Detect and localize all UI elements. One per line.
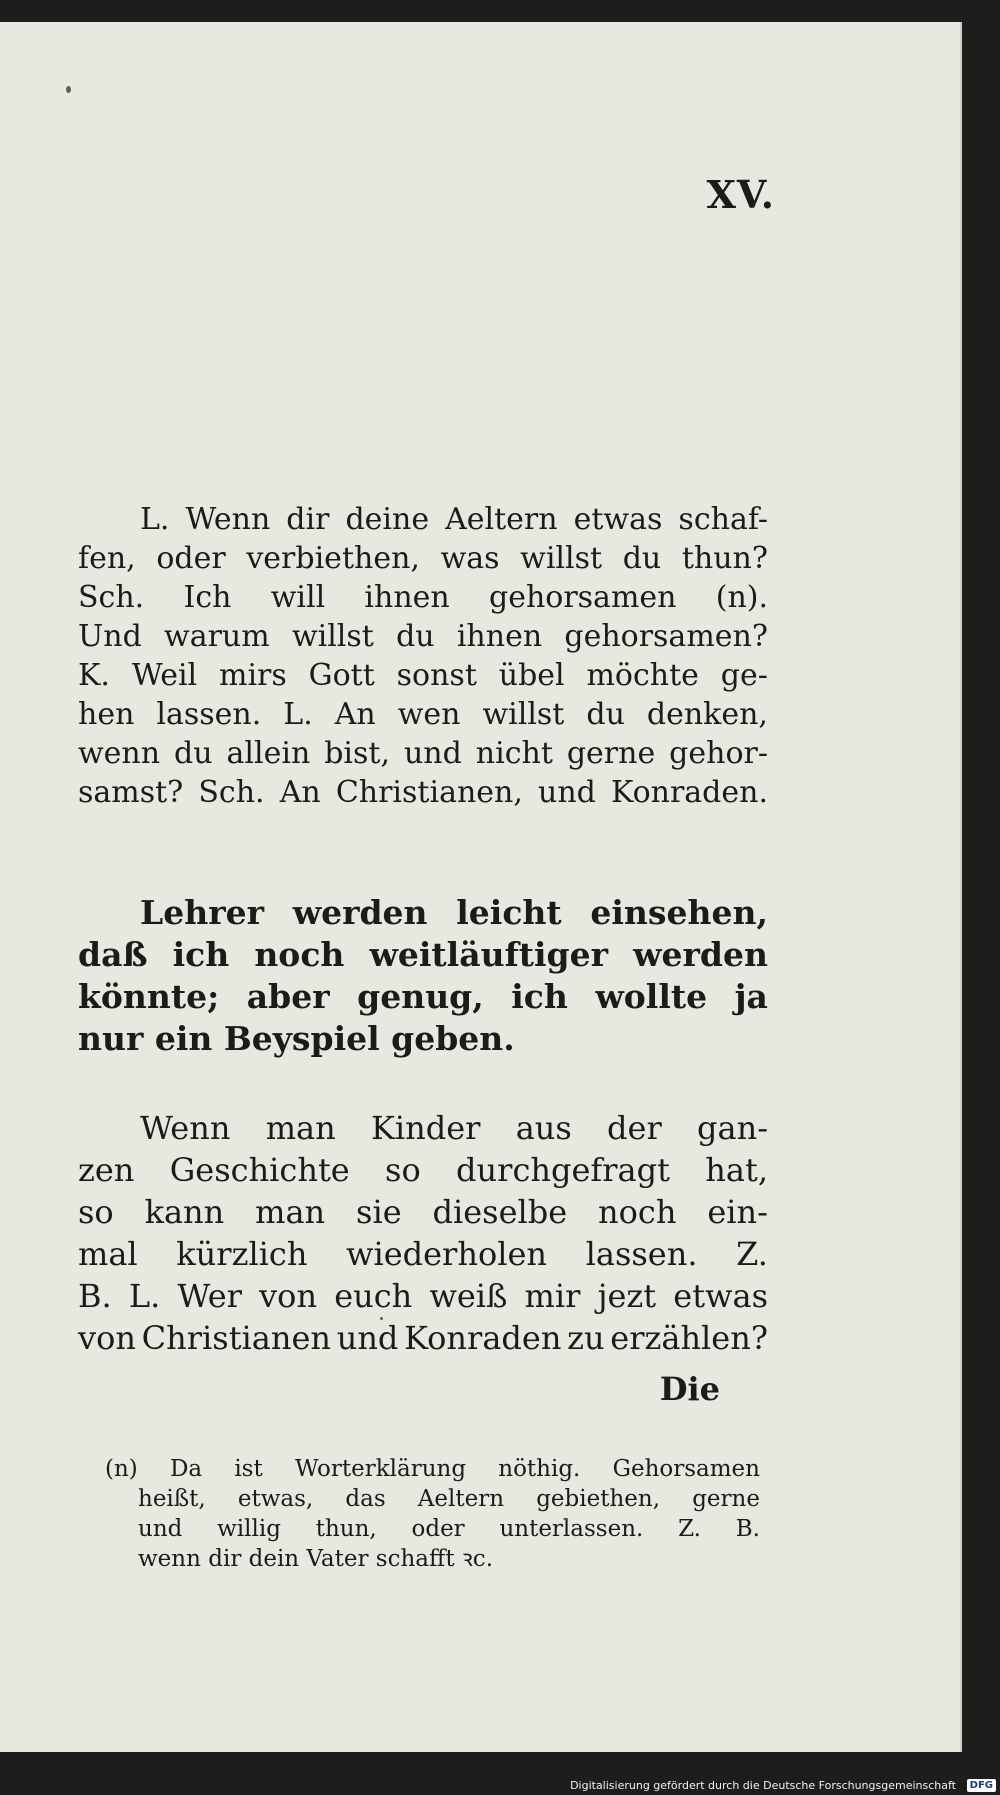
text-line: könnte; aber genug, ich wollte ja — [78, 977, 768, 1016]
text-line: samst? Sch. An Christianen, und Konraden. — [78, 775, 768, 810]
text-line: Sch. Ich will ihnen gehorsamen (n). — [78, 580, 768, 615]
text-line: von Christianen und Konraden zu erzählen? — [78, 1319, 768, 1357]
footnote-line: heißt, etwas, das Aeltern gebiethen, gerne — [138, 1486, 760, 1512]
repetition-paragraph — [78, 1107, 768, 1359]
footnote — [105, 1454, 760, 1574]
text-line: Wenn man Kinder aus der gan- — [140, 1109, 768, 1147]
footnote-line: (n) Da ist Worterklärung nöthig. Gehorsamen — [105, 1456, 760, 1482]
text-line: Lehrer werden leicht einsehen, — [140, 893, 768, 932]
text-line: L. Wenn dir deine Aeltern etwas schaf- — [140, 502, 768, 537]
page-number: XV. — [706, 172, 775, 217]
text-line: Und warum willst du ihnen gehorsamen? — [78, 619, 768, 654]
footer-bar — [0, 1773, 1000, 1795]
dfg-logo: DFG — [967, 1779, 996, 1792]
text-line: wenn du allein bist, und nicht gerne gehor- — [78, 736, 768, 771]
teacher-note-paragraph — [78, 892, 768, 1060]
text-line: nur ein Beyspiel geben. — [78, 1019, 515, 1058]
text-line: fen, oder verbiethen, was willst du thun? — [78, 541, 768, 576]
footnote-line: und willig thun, oder unterlassen. Z. B. — [138, 1516, 760, 1542]
book-page — [0, 22, 962, 1752]
text-line: zen Geschichte so durchgefragt hat, — [78, 1151, 768, 1189]
text-line: B. L. Wer von euch weiß mir jezt etwas — [78, 1277, 768, 1315]
text-line: so kann man sie dieselbe noch ein- — [78, 1193, 768, 1231]
text-line: K. Weil mirs Gott sonst übel möchte ge- — [78, 658, 768, 693]
text-line: hen lassen. L. An wen willst du denken, — [78, 697, 768, 732]
catchword: Die — [659, 1370, 720, 1408]
footnote-line: wenn dir dein Vater schafft ꝛc. — [138, 1546, 494, 1572]
text-line: daß ich noch weitläuftiger werden — [78, 935, 768, 974]
digitization-credit: Digitalisierung gefördert durch die Deutsche Forschungsgemeinschaft — [570, 1779, 956, 1792]
dialogue-paragraph — [78, 500, 768, 812]
text-line: mal kürzlich wiederholen lassen. Z. — [78, 1235, 768, 1273]
